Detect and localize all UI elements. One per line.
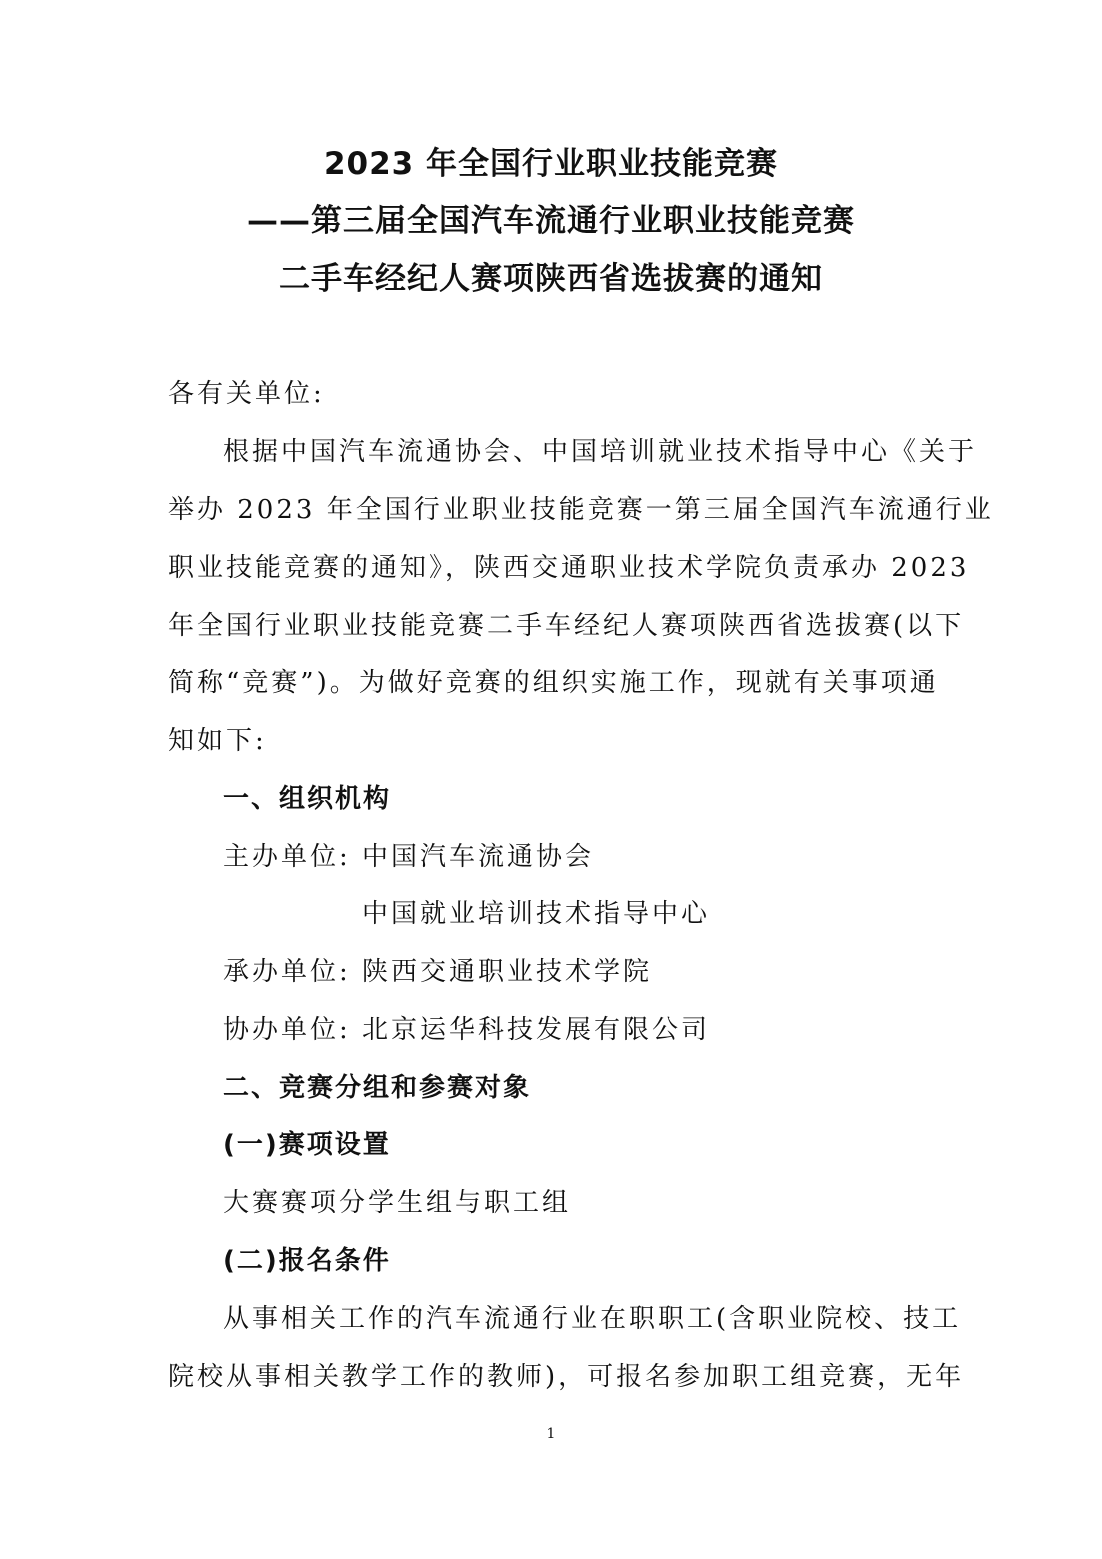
section-1-heading: 一、组织机构: [223, 784, 392, 814]
intro-line-2: 举办 2023 年全国行业职业技能竞赛一第三届全国汽车流通行业: [168, 495, 994, 525]
subsection-1-text: 大赛赛项分学生组与职工组: [223, 1188, 572, 1218]
organizer-label: 承办单位:: [223, 957, 351, 987]
intro-line-3: 职业技能竞赛的通知》，陕西交通职业技术学院负责承办 2023: [168, 553, 970, 583]
title-line-2: ——第三届全国汽车流通行业职业技能竞赛: [247, 203, 855, 239]
title-line-3: 二手车经纪人赛项陕西省选拔赛的通知: [279, 261, 823, 297]
organizer-value: 陕西交通职业技术学院: [362, 957, 653, 987]
intro-line-1: 根据中国汽车流通协会、中国培训就业技术指导中心《关于: [223, 437, 978, 467]
intro-line-4: 年全国行业职业技能竞赛二手车经纪人赛项陕西省选拔赛(以下: [168, 611, 965, 641]
subsection-1-heading: (一)赛项设置: [223, 1130, 391, 1160]
subsection-2-heading: (二)报名条件: [223, 1246, 391, 1276]
intro-line-6: 知如下:: [168, 726, 267, 756]
section-2-heading: 二、竞赛分组和参赛对象: [223, 1073, 532, 1103]
salutation: 各有关单位:: [168, 379, 325, 409]
host-value-1: 中国汽车流通协会: [362, 842, 595, 872]
host-value-2: 中国就业培训技术指导中心: [362, 899, 711, 929]
host-label: 主办单位:: [223, 842, 351, 872]
title-line-1: 2023 年全国行业职业技能竞赛: [323, 146, 779, 182]
co-organizer-label: 协办单位:: [223, 1015, 351, 1045]
intro-line-5: 简称“竞赛”)。为做好竞赛的组织实施工作，现就有关事项通: [168, 668, 939, 698]
page-number: 1: [546, 1426, 556, 1442]
subsection-2-line-2: 院校从事相关教学工作的教师)，可报名参加职工组竞赛，无年: [168, 1362, 965, 1392]
co-organizer-value: 北京运华科技发展有限公司: [362, 1015, 711, 1045]
subsection-2-line-1: 从事相关工作的汽车流通行业在职职工(含职业院校、技工: [223, 1304, 962, 1334]
